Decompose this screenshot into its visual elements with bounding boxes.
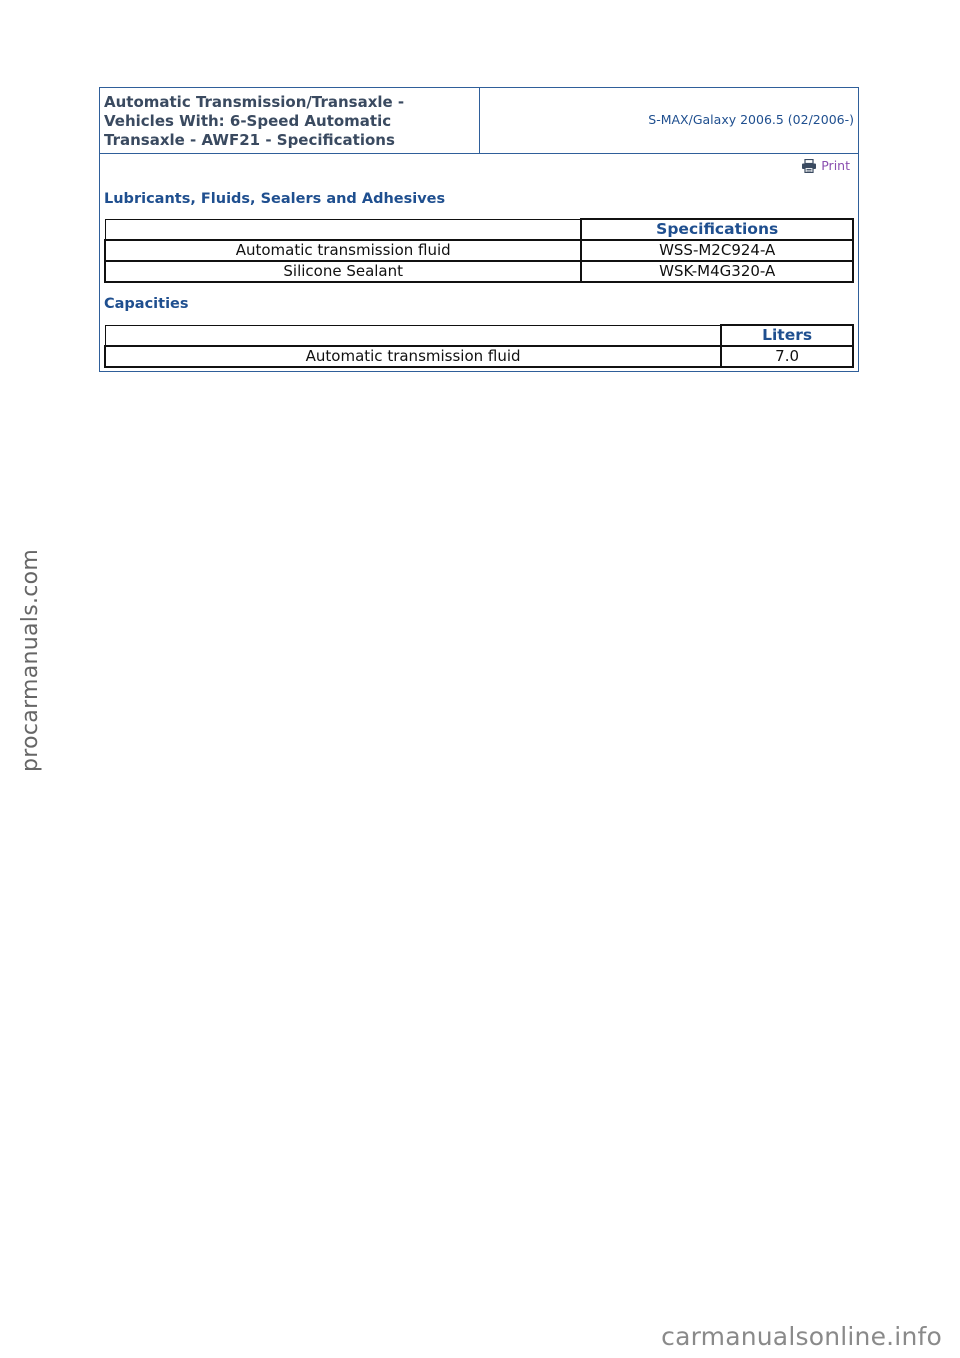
table-header-row — [105, 219, 853, 240]
side-watermark: procarmanuals.com — [18, 548, 43, 772]
table-header-row — [105, 325, 853, 346]
table-header-specifications: Specifications — [581, 219, 853, 240]
table-cell-value: WSS-M2C924-A — [581, 240, 853, 261]
lubricants-table — [104, 218, 854, 283]
table-cell-item: Automatic transmission fluid — [105, 240, 581, 261]
page-title: Automatic Transmission/Transaxle - Vehicles With: 6-Speed Automatic Transaxle - AWF21 - Specifications — [104, 93, 405, 149]
table-row — [105, 240, 853, 261]
capacities-table — [104, 324, 854, 368]
table-cell-value: WSK-M4G320-A — [581, 261, 853, 282]
section-title-lubricants: Lubricants, Fluids, Sealers and Adhesives — [104, 191, 446, 207]
table-cell-item: Automatic transmission fluid — [105, 346, 721, 367]
section-title-capacities: Capacities — [104, 296, 189, 312]
table-header-empty — [105, 219, 581, 240]
bottom-watermark: carmanualsonline.info — [661, 1322, 942, 1351]
vehicle-model: S-MAX/Galaxy 2006.5 (02/2006-) — [648, 112, 854, 127]
table-row — [105, 261, 853, 282]
print-label: Print — [821, 158, 850, 173]
table-cell-item: Silicone Sealant — [105, 261, 581, 282]
document-frame — [99, 87, 859, 372]
table-cell-value: 7.0 — [721, 346, 853, 367]
printer-icon — [801, 159, 817, 173]
table-row — [105, 346, 853, 367]
print-link[interactable] — [801, 158, 850, 173]
header-divider — [479, 88, 480, 153]
document-header — [100, 88, 858, 154]
table-header-liters: Liters — [721, 325, 853, 346]
table-header-empty — [105, 325, 721, 346]
